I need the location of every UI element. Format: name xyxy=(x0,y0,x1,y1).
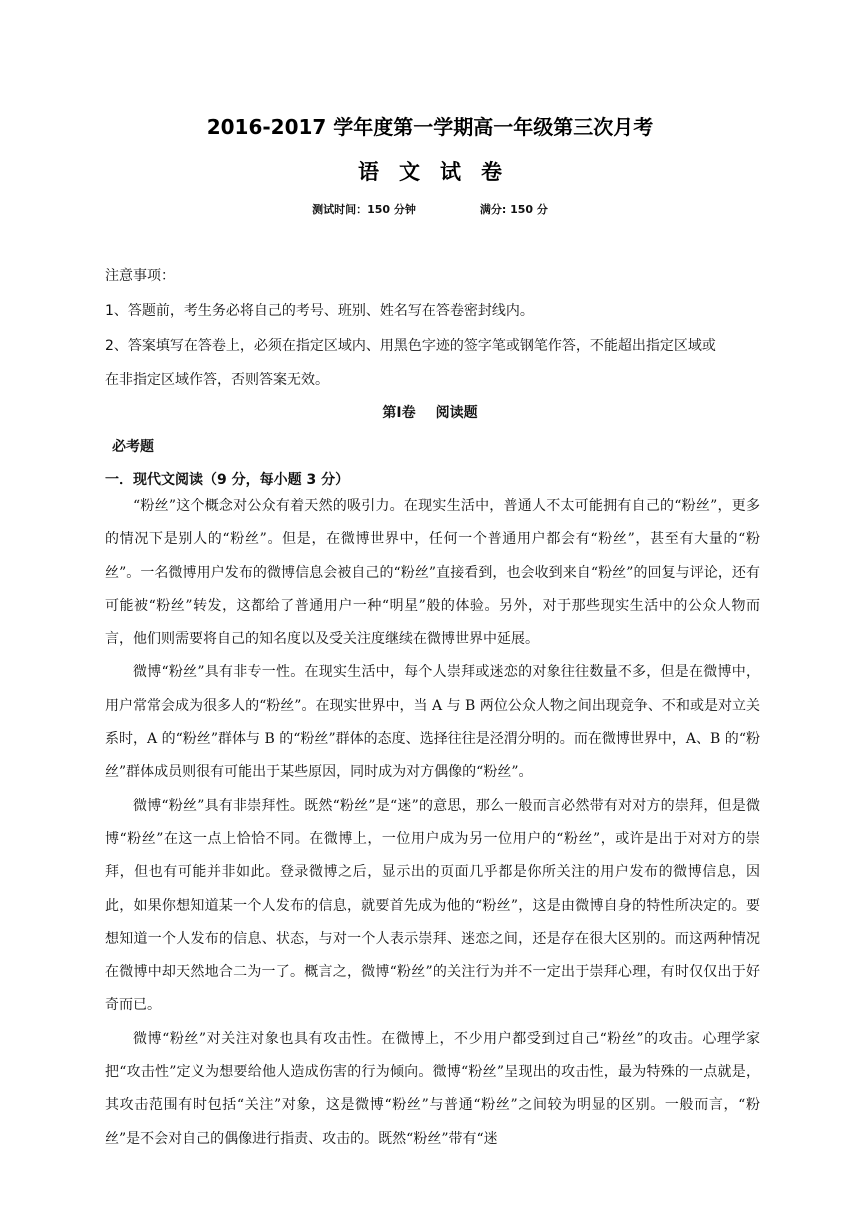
notice-item-1: 1、答题前，考生务必将自己的考号、班别、姓名写在答卷密封线内。 xyxy=(105,303,534,319)
full-score: 满分: 150 分 xyxy=(479,203,548,216)
volume-name: 阅读题 xyxy=(435,405,478,421)
subject-title: 语文试卷 xyxy=(358,160,522,184)
notice-item-2-line-2: 在非指定区域作答，否则答案无效。 xyxy=(105,372,329,388)
notice-item-2-line-1: 2、答案填写在答卷上，必须在指定区域内、用黑色字迹的签字笔或钢笔作答，不能超出指定区域或 xyxy=(105,338,716,354)
reading-passage xyxy=(105,490,760,1156)
volume-number: 第Ⅰ卷 xyxy=(382,405,416,421)
passage-paragraph-3: 微博“粉丝”具有非崇拜性。既然“粉丝”是“迷”的意思，那么一般而言必然带有对对方的崇拜，但是微博“粉丝”在这一点上恰恰不同。在微博上，一位用户成为另一位用户的“粉丝”，或许是出于对对方的崇拜，但也有可能并非如此。登录微博之后，显示出的页面几乎都是你所关注的用户发布的微博信息，因此，如果你想知道某一个人发布的信息，就要首先成为他的“粉丝”，这是由微博自身的特性所决定的。要想知道一个人发布的信息、状态，与对一个人表示崇拜、迷恋之间，还是存在很大区别的。而这两种情况在微博中却天然地合二为一了。概言之，微博“粉丝”的关注行为并不一定出于崇拜心理，有时仅仅出于好奇而已。 xyxy=(105,797,760,1014)
test-time: 测试时间：150 分钟 xyxy=(312,203,416,216)
part-one-heading: 一．现代文阅读（9 分，每小题 3 分） xyxy=(105,472,350,488)
required-questions-label: 必考题 xyxy=(112,439,154,455)
passage-paragraph-1: “粉丝”这个概念对公众有着天然的吸引力。在现实生活中，普通人不太可能拥有自己的“粉丝”，更多的情况下是别人的“粉丝”。但是，在微博世界中，任何一个普通用户都会有“粉丝”，甚至有大量的“粉丝”。一名微博用户发布的微博信息会被自己的“粉丝”直接看到，也会收到来自“粉丝”的回复与评论，还有可能被“粉丝”转发，这都给了普通用户一种“明星”般的体验。另外，对于那些现实生活中的公众人物而言，他们则需要将自己的知名度以及受关注度继续在微博世界中延展。 xyxy=(105,498,760,648)
exam-title: 2016-2017 学年度第一学期高一年级第三次月考 xyxy=(206,115,654,139)
notice-title: 注意事项： xyxy=(105,268,175,284)
exam-meta xyxy=(0,201,860,219)
passage-paragraph-4: 微博“粉丝”对关注对象也具有攻击性。在微博上，不少用户都受到过自己“粉丝”的攻击。心理学家把“攻击性”定义为想要给他人造成伤害的行为倾向。微博“粉丝”呈现出的攻击性，最为特殊的一点就是，其攻击范围有时包括“关注”对象，这是微博“粉丝”与普通“粉丝”之间较为明显的区别。一般而言，“粉丝”是不会对自己的偶像进行指责、攻击的。既然“粉丝”带有“迷 xyxy=(105,1030,760,1147)
volume-heading xyxy=(0,404,860,422)
passage-paragraph-2: 微博“粉丝”具有非专一性。在现实生活中，每个人崇拜或迷恋的对象往往数量不多，但是在微博中，用户常常会成为很多人的“粉丝”。在现实世界中，当 A 与 B 两位公众人物之间出现竞争、不和或是对立关系时，A 的“粉丝”群体与 B 的“粉丝”群体的态度、选择往往是泾渭分明的。而在微博世界中，A、B 的“粉丝”群体成员则很有可能出于某些原因，同时成为对方偶像的“粉丝”。 xyxy=(105,664,760,781)
